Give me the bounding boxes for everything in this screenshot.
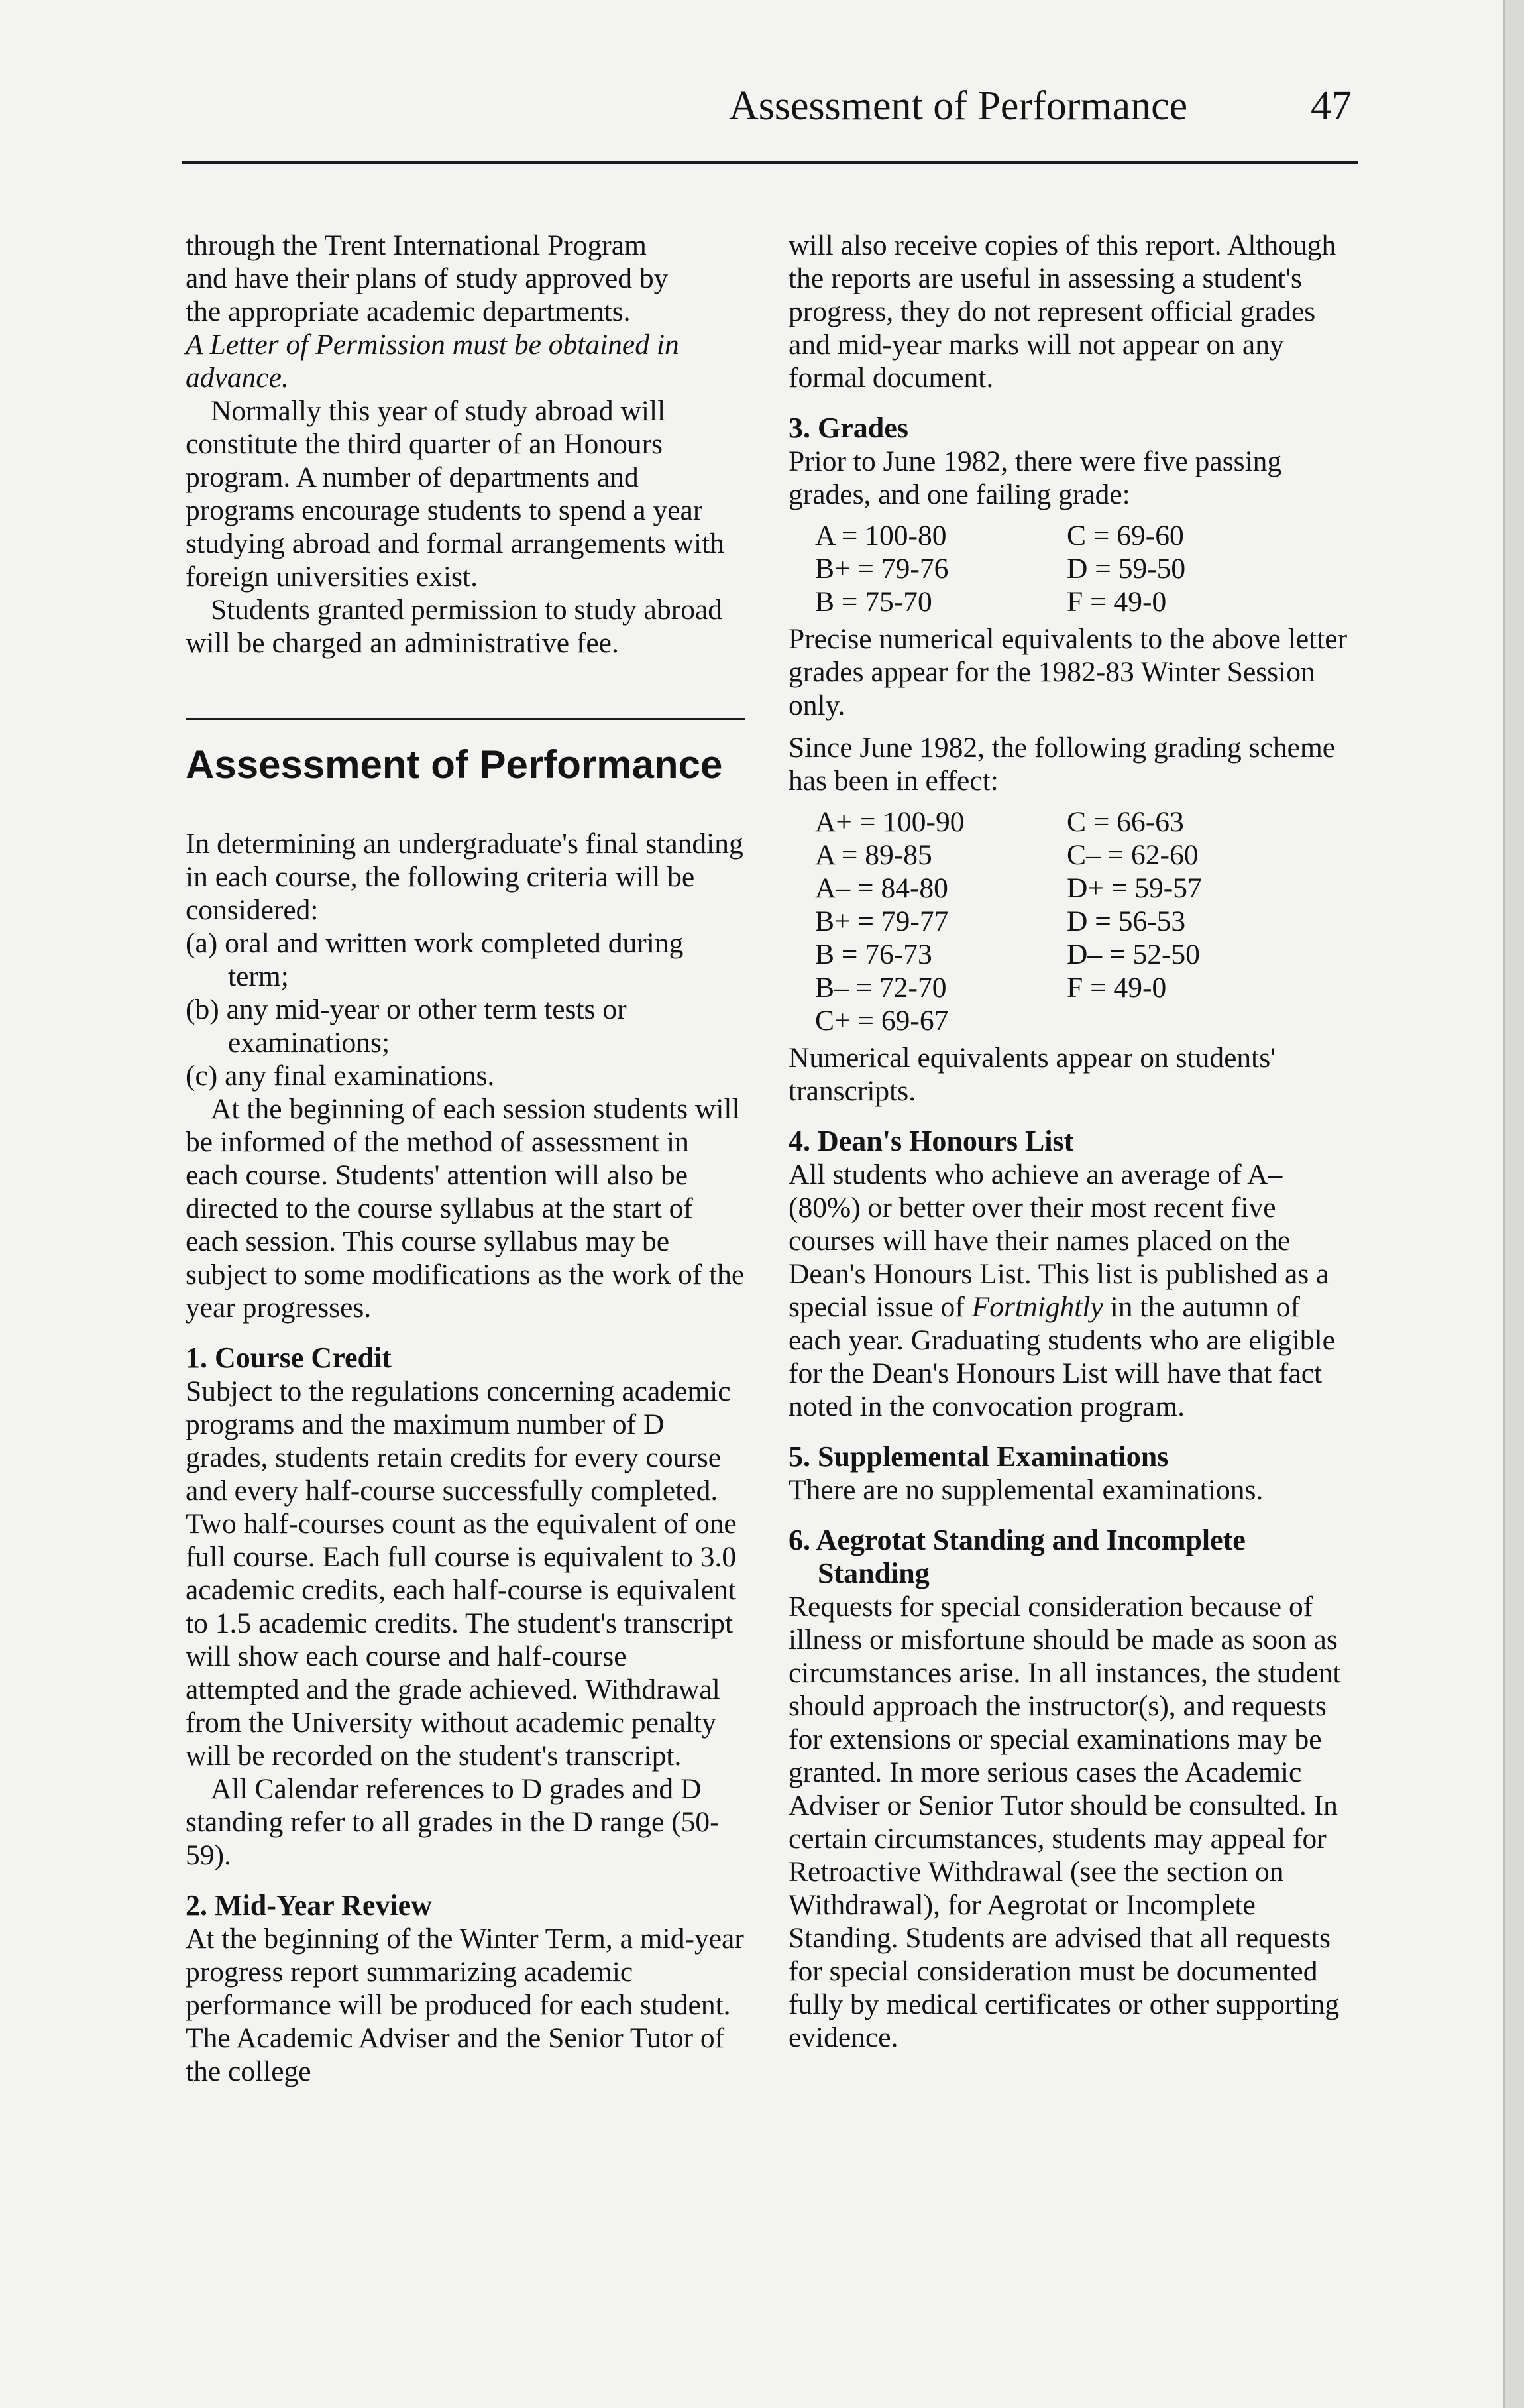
- right-column: [789, 229, 1358, 2054]
- grade-row: [815, 519, 1305, 552]
- grade-table-old: [815, 519, 1305, 618]
- paragraph-course-credit: Subject to the regulations concerning academic programs and the maximum number of D grades, students retain credits for every course and every half-course successfully completed. Two half-courses count as the equivalent of one full course. Each full course is equivalent to 3.0 academic credits, each half-course is equivalent to 1.5 academic credits. The student's transcript will show each course and half-course attempted and the grade achieved. Withdrawal from the University without academic penalty will be recorded on the student's transcript.: [186, 1375, 737, 1772]
- letter-of-permission-note: A Letter of Permission must be obtained in advance.: [186, 329, 679, 394]
- paragraph-precise-equivalents: Precise numerical equivalents to the above letter grades appear for the 1982-83 Winter Session only.: [789, 623, 1348, 721]
- grade-row: [815, 552, 1305, 585]
- grade-row: [815, 938, 1305, 971]
- grade-cell: B = 75-70: [815, 586, 932, 618]
- grade-cell: A– = 84-80: [815, 872, 948, 904]
- paragraph-fee: Students granted permission to study abroad will be charged an administrative fee.: [186, 594, 723, 659]
- grade-row: [815, 905, 1305, 938]
- grade-row: [815, 805, 1305, 838]
- grade-cell: F = 49-0: [1067, 972, 1167, 1003]
- intro-line: through the Trent International Program: [186, 229, 647, 261]
- heading-aegrotat-standing: 6. Aegrotat Standing and Incomplete Standing: [789, 1524, 1246, 1589]
- running-header: [729, 83, 1352, 136]
- grade-cell: C+ = 69-67: [815, 1005, 949, 1037]
- grade-row: [815, 838, 1305, 872]
- grade-cell: C = 69-60: [1067, 520, 1184, 551]
- paragraph-since-1982: Since June 1982, the following grading scheme has been in effect:: [789, 732, 1336, 797]
- grade-cell: B– = 72-70: [815, 972, 947, 1003]
- heading-course-credit: 1. Course Credit: [186, 1342, 392, 1374]
- grade-cell: F = 49-0: [1067, 586, 1167, 618]
- left-column: [186, 229, 745, 2088]
- grade-cell: D = 56-53: [1067, 905, 1186, 937]
- page-number: 47: [1311, 84, 1352, 129]
- paragraph-deans-honours-list: [789, 1158, 1358, 1423]
- grade-cell: A = 89-85: [815, 839, 932, 871]
- heading-supplemental-examinations: 5. Supplemental Examinations: [789, 1440, 1169, 1473]
- paragraph-mid-year-review: At the beginning of the Winter Term, a mid-year progress report summarizing academic performance will be produced for each student. The Academic Adviser and the Senior Tutor of the college: [186, 1923, 744, 2087]
- paragraph-continued: will also receive copies of this report. Although the reports are useful in assessing a student's progress, they do not represent official grades and mid-year marks will not appear on any formal document.: [789, 229, 1336, 394]
- deans-text-a: All students who achieve an average of A– (80%) or better over their most recent five courses will have their names placed on the Dean's Honours List. This list is published as a special issue of: [789, 1159, 1329, 1323]
- criteria-item: (b) any mid-year or other term tests or examinations;: [186, 994, 627, 1059]
- grade-cell: D+ = 59-57: [1067, 872, 1202, 904]
- intro-line: the appropriate academic departments.: [186, 296, 631, 327]
- paragraph-session: At the beginning of each session students will be informed of the method of assessment in each course. Students' attention will also be directed to the course syllabus at the start of each session. This course syllabus may be subject to some modifications as the work of the year progresses.: [186, 1093, 745, 1324]
- grade-row: [815, 1004, 1305, 1037]
- grade-cell: D– = 52-50: [1067, 939, 1200, 970]
- heading-mid-year-review: 2. Mid-Year Review: [186, 1889, 432, 1921]
- paragraph-aegrotat-standing: Requests for special consideration because of illness or misfortune should be made as soon as circumstances arise. In all instances, the student should approach the instructor(s), and requests for extensions or special examinations may be granted. In more serious cases the Academic Adviser or Senior Tutor should be consulted. In certain circumstances, students may appeal for Retroactive Withdrawal (see the section on Withdrawal), for Aegrotat or Incomplete Standing. Students are advised that all requests for special consideration must be documented fully by medical certificates or other supporting evidence.: [789, 1591, 1341, 2053]
- fortnightly-title: Fortnightly: [971, 1291, 1103, 1323]
- paragraph-prior-1982: Prior to June 1982, there were five passing grades, and one failing grade:: [789, 445, 1282, 510]
- intro-line: and have their plans of study approved by: [186, 262, 669, 294]
- deans-text-b: in the autumn of each year. Graduating students who are eligible for the Dean's Honours List will have that fact noted in the convocation program.: [789, 1291, 1335, 1422]
- grade-cell: [1067, 1004, 1305, 1037]
- grade-cell: B+ = 79-76: [815, 553, 949, 585]
- grade-cell: A+ = 100-90: [815, 806, 965, 838]
- grade-cell: B = 76-73: [815, 939, 932, 970]
- grade-cell: C– = 62-60: [1067, 839, 1199, 871]
- section-title: Assessment of Performance: [186, 742, 723, 787]
- grade-cell: C = 66-63: [1067, 806, 1184, 838]
- paragraph-numerical-equivalents: Numerical equivalents appear on students' transcripts.: [789, 1042, 1276, 1107]
- heading-deans-honours-list: 4. Dean's Honours List: [789, 1125, 1074, 1157]
- grade-cell: B+ = 79-77: [815, 905, 949, 937]
- grade-row: [815, 585, 1305, 618]
- section-divider: [186, 718, 745, 720]
- criteria-item: (c) any final examinations.: [186, 1060, 495, 1092]
- header-rule: [182, 161, 1358, 164]
- grade-table-new: [815, 805, 1305, 1037]
- paragraph-study-abroad: Normally this year of study abroad will constitute the third quarter of an Honours program. A number of departments and programs encourage students to spend a year studying abroad and formal arrangements with foreign universities exist.: [186, 395, 724, 593]
- criteria-item: (a) oral and written work completed during term;: [186, 927, 684, 992]
- grade-row: [815, 872, 1305, 905]
- paragraph-supplemental-examinations: There are no supplemental examinations.: [789, 1474, 1264, 1506]
- header-title: Assessment of Performance: [729, 84, 1188, 129]
- paragraph-d-grades: All Calendar references to D grades and D standing refer to all grades in the D range (50-59).: [186, 1773, 720, 1871]
- grade-cell: D = 59-50: [1067, 553, 1186, 585]
- grade-cell: A = 100-80: [815, 520, 947, 551]
- criteria-intro: In determining an undergraduate's final standing in each course, the following criteria will be considered:: [186, 828, 743, 926]
- grade-row: [815, 971, 1305, 1004]
- heading-grades: 3. Grades: [789, 412, 908, 444]
